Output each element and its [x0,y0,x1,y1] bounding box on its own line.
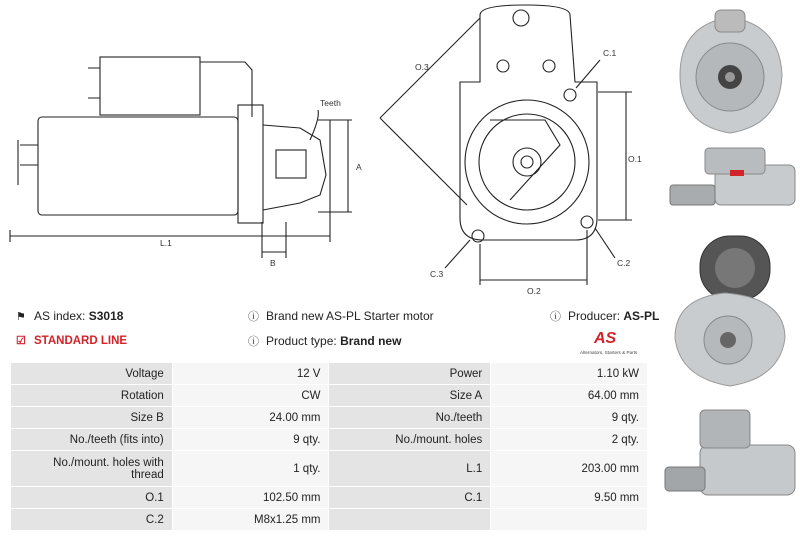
table-row [11,451,647,486]
spec-value: 9 qty. [173,429,329,450]
product-type-value: Brand new [340,334,402,348]
spec-value: 12 V [173,363,329,384]
product-type-label: Product type: [266,334,337,348]
spec-table [10,362,648,531]
standard-line-label: STANDARD LINE [34,335,128,347]
producer-value: AS-PL [623,309,660,323]
table-row [11,407,647,428]
producer-label: Producer: [568,309,621,323]
dim-o2-label: O.2 [527,286,541,296]
spec-value: 2 qty. [491,429,647,450]
spec-value: M8x1.25 mm [173,509,329,530]
spec-label: No./teeth [329,407,490,428]
table-row [11,509,647,530]
brand-new-text: Brand new AS-PL Starter motor [266,309,434,323]
table-row [11,363,647,384]
spec-label: C.1 [329,487,490,508]
product-photo-side [660,140,800,220]
product-photo-rear [660,228,800,400]
info-icon: ⓘ [550,311,561,323]
spec-label: Size B [11,407,172,428]
check-icon: ☑ [16,335,26,347]
spec-value: 24.00 mm [173,407,329,428]
info-icon: ⓘ [248,311,259,323]
as-index-value: S3018 [88,309,124,323]
info-icon: ⓘ [248,336,259,348]
spec-label: Power [329,363,490,384]
logo-mark: AS [594,330,617,347]
spec-label: No./teeth (fits into) [11,429,172,450]
tag-icon: ⚑ [16,311,26,323]
spec-value: 64.00 mm [491,385,647,406]
spec-label: No./mount. holes with thread [11,451,172,486]
as-index [16,308,123,325]
dim-c1-label: C.1 [603,48,617,58]
spec-label [329,509,490,530]
dim-l1-label: L.1 [160,238,172,248]
brand-new-info [248,308,434,325]
spec-value: 9 qty. [491,407,647,428]
spec-label: O.1 [11,487,172,508]
table-row [11,487,647,508]
spec-value: 1.10 kW [491,363,647,384]
logo-tagline: Alternators, Starters & Parts [580,350,638,355]
standard-line [16,333,127,349]
dim-c2-label: C.2 [617,258,631,268]
as-pl-logo [580,330,654,358]
spec-value: 9.50 mm [491,487,647,508]
spec-label: C.2 [11,509,172,530]
product-photos [660,0,800,546]
producer [550,308,659,325]
as-index-label: AS index: [34,309,86,323]
table-row [11,429,647,450]
spec-label: Voltage [11,363,172,384]
table-row [11,385,647,406]
spec-value: 102.50 mm [173,487,329,508]
product-type [248,333,401,350]
teeth-label: Teeth [320,98,341,108]
dim-a-label: A [356,162,362,172]
spec-label: Rotation [11,385,172,406]
spec-value [491,509,647,530]
dim-c3-label: C.3 [430,269,444,279]
product-photo-front [660,5,800,135]
dim-o1-label: O.1 [628,154,642,164]
dim-b-label: B [270,258,276,268]
spec-value: 203.00 mm [491,451,647,486]
spec-label: No./mount. holes [329,429,490,450]
technical-drawing [0,0,660,300]
spec-value: 1 qty. [173,451,329,486]
spec-label: L.1 [329,451,490,486]
spec-value: CW [173,385,329,406]
product-photo-angled [660,405,800,515]
spec-label: Size A [329,385,490,406]
dim-o3-label: O.3 [415,62,429,72]
